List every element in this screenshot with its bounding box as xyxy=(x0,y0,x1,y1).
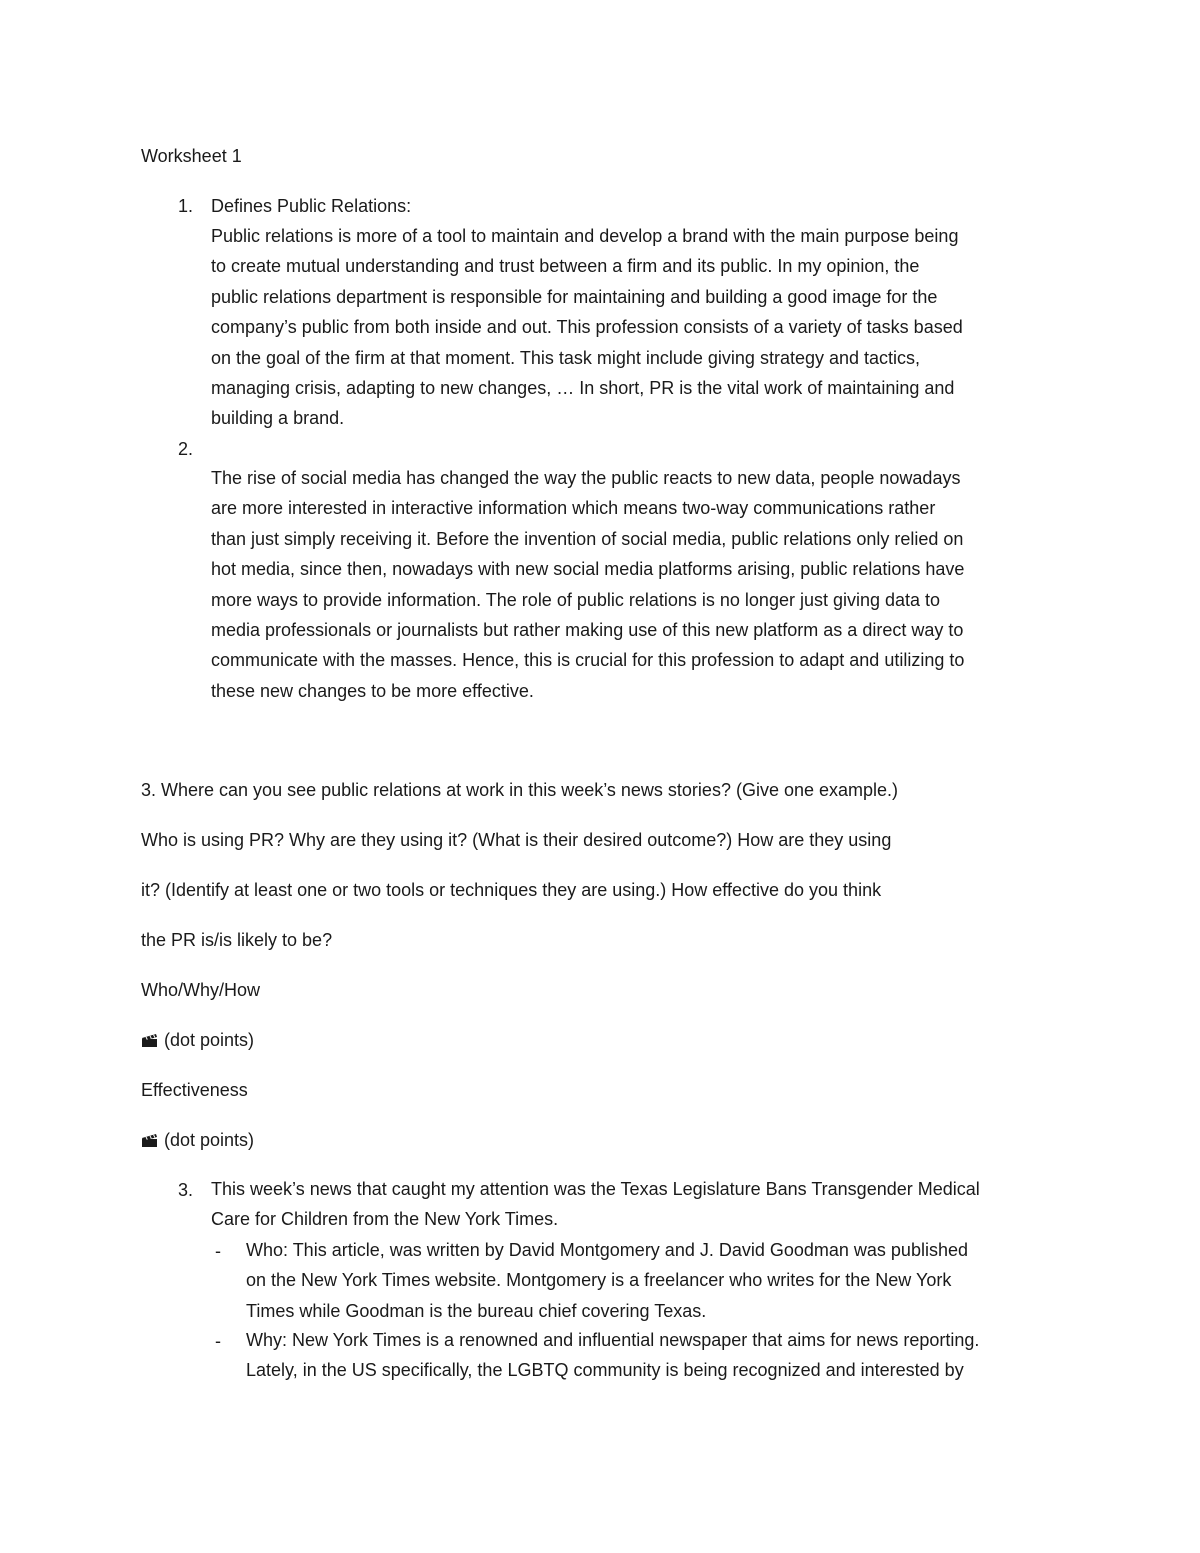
paragraph-line: The rise of social media has changed the way the public reacts to new data, people nowadays xyxy=(211,468,961,488)
sub-item-dash: - xyxy=(215,1331,221,1351)
paragraph-line: these new changes to be more effective. xyxy=(211,680,534,701)
question-3-line: it? (Identify at least one or two tools or techniques they are using.) How effective do you think xyxy=(141,880,882,900)
item-2-paragraph xyxy=(211,463,964,706)
question-3-line: 3. Where can you see public relations at work in this week’s news stories? (Give one example.) xyxy=(141,780,899,800)
paragraph-line: managing crisis, adapting to new changes, … In short, PR is the vital work of maintaining and xyxy=(211,377,955,398)
paragraph-line: Care for Children from the New York Times. xyxy=(211,1209,559,1230)
paragraph-line: Times while Goodman is the bureau chief covering Texas. xyxy=(246,1300,707,1321)
item-3-paragraph xyxy=(211,1174,980,1235)
effectiveness-label: Effectiveness xyxy=(141,1080,248,1100)
paragraph-line: This week’s news that caught my attention was the Texas Legislature Bans Transgender Medical xyxy=(211,1179,980,1199)
paragraph-line: than just simply receiving it. Before the invention of social media, public relations only relied on xyxy=(211,528,964,549)
item-1-heading: Defines Public Relations: xyxy=(211,196,412,216)
paragraph-line: more ways to provide information. The role of public relations is no longer just giving data to xyxy=(211,589,941,610)
paragraph-line: communicate with the masses. Hence, this is crucial for this profession to adapt and utilizing to xyxy=(211,650,965,671)
paragraph-line: to create mutual understanding and trust between a firm and its public. In my opinion, the xyxy=(211,256,920,277)
bullet-dot-points-2 xyxy=(141,1127,254,1153)
question-3-line: Who is using PR? Why are they using it? (What is their desired outcome?) How are they using xyxy=(141,830,892,850)
paragraph-line: Who: This article, was written by David Montgomery and J. David Goodman was published xyxy=(246,1240,968,1260)
paragraph-line: media professionals or journalists but rather making use of this new platform as a direct way to xyxy=(211,619,964,640)
paragraph-line: company’s public from both inside and out. This profession consists of a variety of tasks based xyxy=(211,317,963,338)
paragraph-line: public relations department is responsible for maintaining and building a good image for the xyxy=(211,286,938,307)
bullet-dot-points-1 xyxy=(141,1027,254,1053)
bullet-text: (dot points) xyxy=(164,1130,255,1150)
bullet-text: (dot points) xyxy=(164,1030,255,1050)
worksheet-title: Worksheet 1 xyxy=(141,146,242,166)
paragraph-line: on the goal of the firm at that moment. This task might include giving strategy and tactics, xyxy=(211,347,921,368)
paragraph-line: are more interested in interactive information which means two-way communications rather xyxy=(211,498,936,519)
item-1-number: 1. xyxy=(177,196,193,216)
paragraph-line: Public relations is more of a tool to maintain and develop a brand with the main purpose being xyxy=(211,226,959,246)
paragraph-line: Lately, in the US specifically, the LGBTQ community is being recognized and interested by xyxy=(246,1360,964,1381)
sub-item-who xyxy=(246,1235,968,1326)
paragraph-line: hot media, since then, nowadays with new social media platforms arising, public relations have xyxy=(211,559,965,580)
item-2-number: 2. xyxy=(177,439,193,459)
paragraph-line: Why: New York Times is a renowned and influential newspaper that aims for news reporting. xyxy=(246,1330,980,1350)
sub-item-dash: - xyxy=(215,1241,221,1261)
paragraph-line: on the New York Times website. Montgomery is a freelancer who writes for the New York xyxy=(246,1270,952,1291)
who-why-how-label: Who/Why/How xyxy=(141,980,261,1000)
sub-item-why xyxy=(246,1325,979,1386)
question-3-line: the PR is/is likely to be? xyxy=(141,930,333,950)
paragraph-line: building a brand. xyxy=(211,408,345,429)
clapperboard-icon xyxy=(141,1034,158,1047)
item-1-paragraph xyxy=(211,221,963,434)
clapperboard-icon xyxy=(141,1134,158,1147)
item-3-number: 3. xyxy=(177,1180,193,1200)
